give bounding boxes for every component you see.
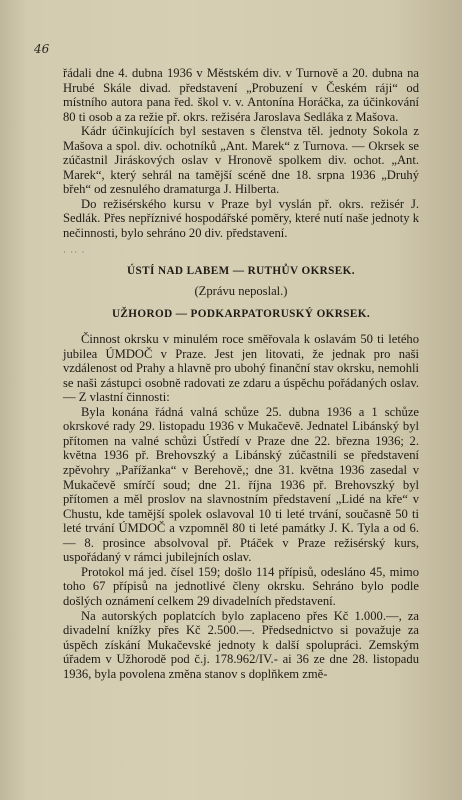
section-heading: UŽHOROD — PODKARPATORUSKÝ OKRSEK. xyxy=(111,308,371,321)
paragraph: Činnost okrsku v minulém roce směřovala k oslavám 50 ti letého jubilea ÚMDOČ v Praze. Jest jen litovati, že jednak pro naši vzdálenost od Prahy a hlavně pro ubohý finanční stav okrsku, nemohli se naši zástupci osobně radovati ze zdaru a úspěchu pořádaných oslav. — Z vlastní činnosti: xyxy=(63,332,419,405)
ink-mark: · ·· · xyxy=(63,246,86,257)
paragraph: Kádr účinkujících byl sestaven s členstva těl. jednoty Sokola z Mašova a spol. div. ochotníků „Ant. Marek“ z Turnova. — Okrsek se zúčastnil Jiráskových oslav v Hronově spolkem div. ochot. „Ant. Marek“, který sehrál na tamější scéně dne 18. srpna 1936 „Druhý břeh“ od zesnulého dramaturga J. Hilberta. xyxy=(63,124,419,197)
paragraph: řádali dne 4. dubna 1936 v Městském div. v Turnově a 20. dubna na Hrubé Skále divad. představení „Probuzení v Českém ráji“ od místního autora pana řed. škol v. v. Antonína Horáčka, za účinkování 80 ti osob a za režie př. okrs. režiséra Jaroslava Sedláka z Mašova. xyxy=(63,66,419,124)
page-number: 46 xyxy=(34,42,50,56)
section-note: (Zprávu neposlal.) xyxy=(194,283,288,298)
paragraph: Protokol má jed. čísel 159; došlo 114 přípisů, odesláno 45, mimo toho 67 přípisů na jednotlivé členy okrsku. Sehráno bylo podle došlých oznámení celkem 29 divadelních představení. xyxy=(63,564,419,608)
spacer xyxy=(63,322,419,332)
paragraph: Na autorských poplatcích bylo zaplaceno přes Kč 1.000.—, za divadelní knížky přes Kč 2.500.—. Předsednictvo si považuje za úspěch získání Mukačevské jednoty k další spolupráci. Zemským úřadem v Užhorodě pod č.j. 178.962/IV.- ai 36 ze dne 28. listopadu 1936, byla povolena změna stanov s doplňkem změ- xyxy=(63,608,419,681)
paragraph: Do režisérského kursu v Praze byl vyslán př. okrs. režisér J. Sedlák. Přes nepříznivé hospodářské poměry, které nutí naše jednoty k nečinnosti, bylo sehráno 20 div. představení. xyxy=(63,196,419,241)
paragraph: Byla konána řádná valná schůze 25. dubna 1936 a 1 schůze okrskové rady 29. listopadu 1936 v Mukačevě. Jednatel Libánský byl přítomen na valné schůzi Ústředí v Praze dne 22. března 1936; 2. května 1936 př. Brehovszký a Libánský zúčastnili se představení zpěvohry „Pařížanka“ v Berehově,; dne 31. května 1936 zasedal v Mukačevě smírčí soud; dne 21. října 1936 př. Brehovszký byl přítomen a měl proslov na slavnostním představení „Lidé na kře“ v Chustu, kde tamější spolek oslavoval 10 ti leté trvání, současně 50 ti leté trvání ÚMDOČ a vzpomněl 80 ti leté památky J. K. Tyla a od 6. — 8. prosince absolvoval př. Ptáček v Praze režisérský kurs, uspořádaný v rámci jubilejních oslav. xyxy=(63,404,419,565)
page-text xyxy=(63,66,419,681)
section-heading: ÚSTÍ NAD LABEM — RUTHŮV OKRSEK. xyxy=(127,264,355,277)
